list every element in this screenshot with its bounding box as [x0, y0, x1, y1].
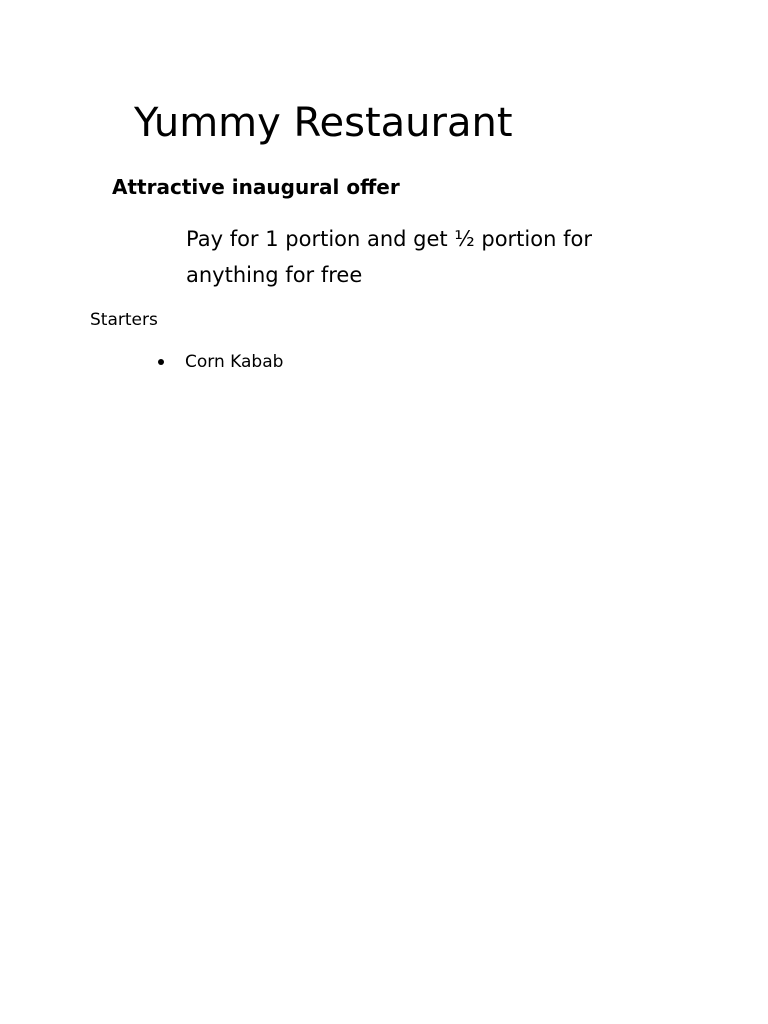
bullet-icon — [158, 359, 164, 365]
starters-list — [155, 350, 283, 374]
list-item — [155, 350, 283, 374]
section-label-starters: Starters — [90, 310, 158, 330]
offer-heading: Attractive inaugural offer — [112, 175, 400, 199]
restaurant-title: Yummy Restaurant — [134, 100, 513, 146]
menu-item-label: Corn Kabab — [185, 352, 284, 372]
offer-description: Pay for 1 portion and get ½ portion for anything for free — [186, 227, 592, 287]
